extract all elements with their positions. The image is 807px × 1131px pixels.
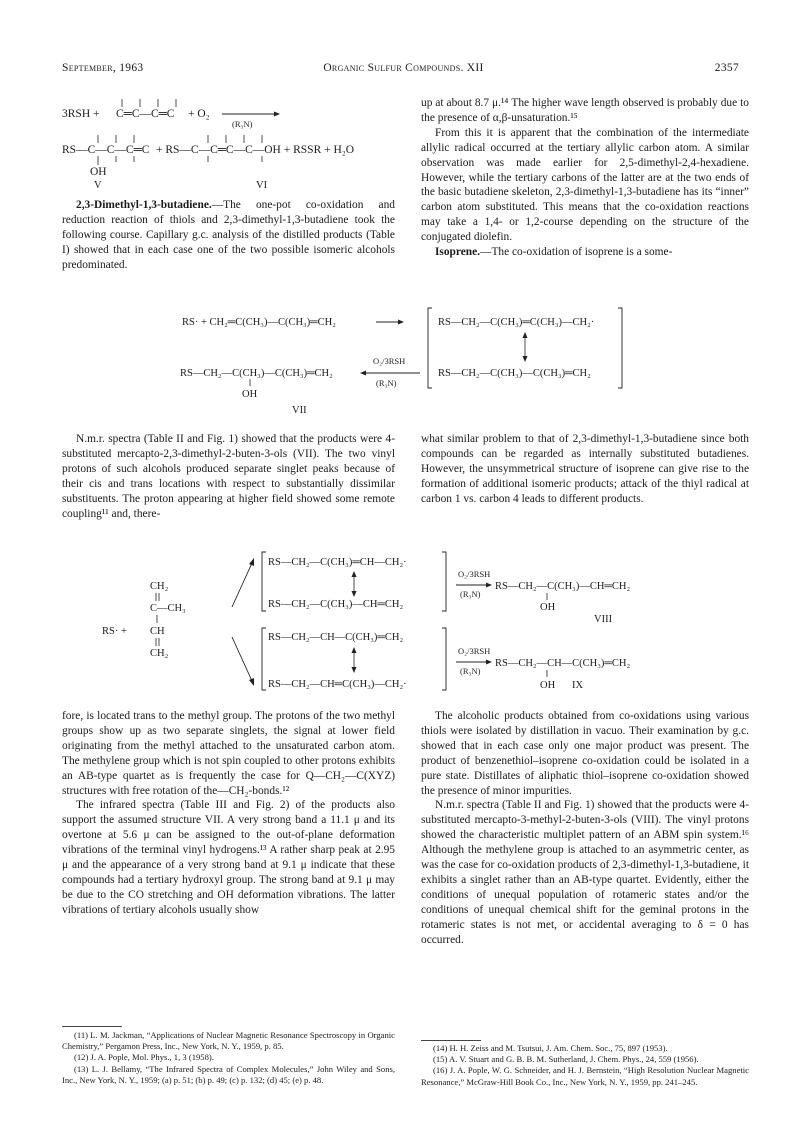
scheme-oxygen: + O₂ xyxy=(188,108,210,120)
compound-label-v: V xyxy=(94,180,102,191)
section-title-isoprene: Isoprene. xyxy=(435,246,481,259)
isoprene-ch2-terminal: CH₂ xyxy=(150,648,169,659)
scheme-vii-reactant: RS· + CH₂═C(CH₃)—C(CH₃)═CH₂ xyxy=(182,317,336,328)
scheme-reactant-diene: C═C—C═C xyxy=(116,108,175,120)
right-column-block-2 xyxy=(421,432,749,507)
scheme-line-2 xyxy=(62,135,354,191)
footnote-13: (13) L. J. Bellamy, “The Infrared Spectra of Complex Molecules,” John Wiley and Sons, Inc., New York, N. Y., 1959; (a) p. 51; (b) p. 49; (c) p. 132; (d) 45; (e) p. 48. xyxy=(62,1063,395,1085)
compound-label-vi: VI xyxy=(256,180,268,191)
scheme-v-vi xyxy=(60,95,405,190)
upper-radical-top: RS—CH₂—C(CH₃)═CH—CH₂· xyxy=(268,557,407,568)
catalyst-lower: (R₃N) xyxy=(460,666,481,676)
scheme-arrowhead xyxy=(486,583,492,588)
isoprene-ch: CH xyxy=(150,626,165,637)
bracket-left xyxy=(428,308,432,388)
bracket-left xyxy=(262,552,266,611)
resonance-arrowhead xyxy=(523,356,528,362)
right-column-block-1 xyxy=(421,96,749,260)
bracket-right xyxy=(618,308,622,388)
resonance-arrowhead xyxy=(523,332,528,338)
paragraph-text: —The co-oxidation of isoprene is a some- xyxy=(480,246,673,259)
paragraph-isoprene-continued: what similar problem to that of 2,3-dimethyl-1,3-butadiene since both compounds can be regarded as internally substituted butadienes. However, the unsymmetrical structure of isoprene can give rise to the formation of additional isomeric products; attack of the thiyl radical at carbon 1 vs. carbon 4 leads to different products. xyxy=(421,433,749,505)
paragraph-text: —The one-pot co-oxidation and reduction reaction of thiols and 2,3-dimethyl-1,3-butadiene took the following course. Capillary g.c. analysis of the distilled products (Table I) showed that in each case one of the two possible isomeric alcohols predominated. xyxy=(62,199,395,271)
scheme-vii-catalyst: (R₃N) xyxy=(376,378,397,388)
footnote-11: (11) L. M. Jackman, “Applications of Nuclear Magnetic Resonance Spectroscopy in Organic Chemistry,” Pergamon Press, Inc., New York, N. Y., 1959, p. 85. xyxy=(62,1030,395,1052)
isoprene-cch3: C—CH₃ xyxy=(150,603,186,614)
catalyst-upper: (R₃N) xyxy=(460,589,481,599)
scheme-arrowhead xyxy=(360,371,366,376)
paragraph-isoprene xyxy=(421,245,749,260)
paragraph-nmr-continued: fore, is located trans to the methyl group. The protons of the two methyl groups show up as two separate singlets, the signal at lower field originating from the methyl attached to the unsaturated carbon atom. The methylene group which is not spin coupled to other protons exhibits an AB-type quartet as is frequently the case for Q—CH₂—C(XYZ) structures with free rotation of the—CH₂-bonds.¹² xyxy=(62,710,395,797)
product-ix: RS—CH₂—CH—C(CH₃)═CH₂ xyxy=(495,658,631,669)
lower-radical-bottom: RS—CH₂—CH═C(CH₃)—CH₂· xyxy=(268,679,407,690)
reagent-lower: O₂/3RSH xyxy=(458,646,491,656)
scheme-vii-hydroxyl: OH xyxy=(242,389,258,400)
footnotes-left xyxy=(62,1030,395,1086)
attack-arrow-c1 xyxy=(232,563,252,607)
paragraph-alcoholic-products: The alcoholic products obtained from co-oxidations using various thiols were isolated by distillation in vacuo. Their examination by g.c. showed that in each case only one major product was present. The product of benzenethiol–isoprene co-oxidation could be isolated in a pure state. Distillates of aliphatic thiol–isoprene co-oxidation showed the presence of minor impurities. xyxy=(421,710,749,797)
left-column-block-2 xyxy=(62,432,395,521)
right-column-block-3 xyxy=(421,709,749,948)
scheme-vii-product: RS—CH₂—C(CH₃)—C(CH₃)═CH₂ xyxy=(180,368,333,379)
paragraph-dimethylbutadiene xyxy=(62,198,395,273)
compound-label-viii: VIII xyxy=(594,614,613,625)
resonance-arrowhead xyxy=(352,667,357,673)
product-ix-hydroxyl: OH xyxy=(540,680,556,691)
thiyl-radical-plus: RS· + xyxy=(102,626,127,637)
paragraph-nmr-viii: N.m.r. spectra (Table II and Fig. 1) showed that the products were 4-substituted mercapto-3-methyl-2-buten-3-ols (VIII). The vinyl protons showed the characteristic multiplet pattern of an ABM spin system.¹⁶ Although the methylene group is attached to an asymmetric center, as was the case for co-oxidation products of 2,3-dimethyl-1,3-butadiene, it exhibits a singlet rather than an AB-type quartet. Evidently, either the conditions of unequal population of rotameric states and/or the conditions of unequal chemical shift for the geminal protons in the rotameric states is not met, or accidental averaging to δ = 0 has occurred. xyxy=(421,799,749,946)
scheme-arrowhead xyxy=(486,660,492,665)
footnote-rule-right xyxy=(421,1040,481,1041)
scheme-vii-reagent: O₂/3RSH xyxy=(373,356,406,366)
arrowhead xyxy=(249,558,254,566)
scheme-catalyst: (R₃N) xyxy=(232,119,253,129)
attack-arrow-c4 xyxy=(232,637,252,681)
paragraph-continued: up at about 8.7 μ.¹⁴ The higher wave length observed is probably due to the presence of α,β-unsaturation.¹⁵ xyxy=(421,97,749,124)
footnote-16: (16) J. A. Pople, W. G. Schneider, and H. J. Bernstein, “High Resolution Nuclear Magnetic Resonance,” McGraw-Hill Book Co., Inc., New York, N. Y., 1959, pp. 241–245. xyxy=(421,1065,749,1087)
reagent-upper: O₂/3RSH xyxy=(458,569,491,579)
scheme-isoprene xyxy=(102,545,760,705)
resonance-arrowhead xyxy=(352,571,357,577)
compound-label-vii: VII xyxy=(292,405,307,416)
product-viii: RS—CH₂—C(CH₃)—CH═CH₂ xyxy=(495,581,631,592)
upper-radical-bottom: RS—CH₂—C(CH₃)—CH═CH₂ xyxy=(268,599,404,610)
scheme-product-v-chain: RS—C—C—C═C xyxy=(62,144,150,156)
scheme-arrowhead xyxy=(398,320,404,325)
footnotes-right xyxy=(421,1043,749,1088)
bracket-right xyxy=(442,552,446,611)
bracket-right xyxy=(442,628,446,690)
resonance-arrowhead xyxy=(352,591,357,597)
page-number: 2357 xyxy=(714,62,739,74)
left-column-block-3 xyxy=(62,709,395,918)
scheme-hydroxyl: OH xyxy=(90,166,107,178)
footnote-15: (15) A. V. Stuart and G. B. B. M. Sutherland, J. Chem. Phys., 24, 559 (1956). xyxy=(433,1054,699,1065)
running-header-title: Organic Sulfur Compounds. XII xyxy=(323,62,484,74)
paragraph-allylic-radical: From this it is apparent that the combination of the intermediate allylic radical occurred at the tertiary allylic carbon atom. A similar observation was made earlier for 2,5-dimethyl-2,4-hexadiene. However, while the tertiary carbons of the latter are at the two ends of the basic butadiene skeleton, 2,3-dimethyl-1,3-butadiene has its “inner” carbon atom substituted. This means that the co-oxidation reactions may take a 1,4- or 1,2-course depending on the structure of the conjugated diolefin. xyxy=(421,126,749,244)
left-column-block-1 xyxy=(62,198,395,273)
scheme-line-1 xyxy=(62,99,280,129)
isoprene-ch2: CH₂ xyxy=(150,581,169,592)
lower-radical-top: RS—CH₂—CH—C(CH₃)═CH₂ xyxy=(268,632,404,643)
scheme-vii-radical-top: RS—CH₂—C(CH₃)═C(CH₃)—CH₂· xyxy=(438,317,595,328)
scheme-arrowhead xyxy=(274,112,280,117)
footnote-14: (14) H. H. Zeiss and M. Tsutsui, J. Am. Chem. Soc., 75, 897 (1953). xyxy=(433,1043,668,1053)
bracket-left xyxy=(262,628,266,690)
scheme-vii xyxy=(180,300,760,430)
scheme-product-vi-chain: + RS—C—C═C—C—OH + RSSR + H₂O xyxy=(156,144,355,156)
footnote-rule-left xyxy=(62,1026,122,1027)
compound-label-ix: IX xyxy=(572,680,584,691)
section-title-dimethylbutadiene: 2,3-Dimethyl-1,3-butadiene. xyxy=(76,199,212,211)
paragraph-nmr-vii: N.m.r. spectra (Table II and Fig. 1) showed that the products were 4-substituted mercapto-2,3-dimethyl-2-buten-3-ols (VII). The two vinyl protons of such alcohols produced separate singlet peaks because of their cis and trans locations with respect to substantially dissimilar substituents. The proton appearing at higher field showed some remote coupling¹¹ and, there- xyxy=(62,433,395,520)
arrowhead xyxy=(249,678,254,686)
scheme-vii-radical-bottom: RS—CH₂—C(CH₃)—C(CH₃)═CH₂ xyxy=(438,368,591,379)
resonance-arrowhead xyxy=(352,647,357,653)
running-header-date: September, 1963 xyxy=(62,62,144,74)
footnote-12: (12) J. A. Pople, Mol. Phys., 1, 3 (1958). xyxy=(74,1052,214,1063)
paragraph-infrared: The infrared spectra (Table III and Fig. 2) of the products also support the assumed structure VII. A very strong band a 11.1 μ and its overtone at 5.6 μ can be assigned to the out-of-plane deformation vibrations of the terminal vinyl hydrogens.¹³ A rather sharp peak at 2.95 μ and the appearance of a very strong band at 9.1 μ indicate that these compounds had a tertiary hydroxyl group. The strong band at 9.1 μ may be due to the CO stretching and OH deformation vibrations. The latter vibrations of tertiary alcohols usually show xyxy=(62,799,395,916)
product-viii-hydroxyl: OH xyxy=(540,602,556,613)
scheme-reactant-thiol: 3RSH + xyxy=(62,108,100,120)
